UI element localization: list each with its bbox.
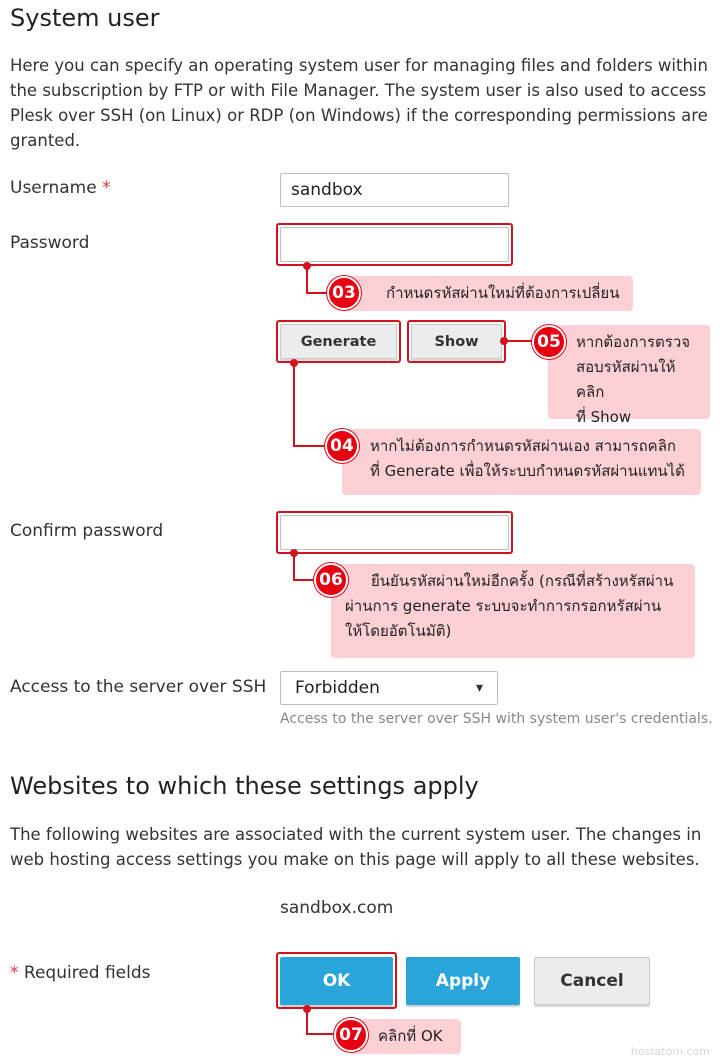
show-button[interactable]: Show: [411, 324, 502, 359]
required-fields-mark: *: [10, 963, 19, 983]
callout-03-text: กำหนดรหัสผ่านใหม่ที่ต้องการเปลี่ยน: [386, 284, 620, 302]
username-value: sandbox: [291, 180, 363, 200]
callout-07-number: 07: [334, 1018, 368, 1052]
required-mark: *: [102, 178, 111, 198]
callout-03: [342, 276, 633, 311]
connector-line-05: [504, 340, 534, 342]
callout-06-number: 06: [314, 563, 348, 597]
confirm-password-label: Confirm password: [10, 521, 164, 541]
watermark: hostatom.com: [630, 1045, 710, 1058]
required-fields-note: [10, 963, 151, 983]
connector-line-04-v: [293, 363, 295, 447]
ok-button[interactable]: OK: [280, 957, 393, 1005]
required-fields-text: Required fields: [23, 963, 151, 983]
cancel-button[interactable]: Cancel: [534, 957, 650, 1005]
callout-05-line3: ที่ Show: [576, 408, 632, 426]
connector-line-03-v: [306, 266, 308, 294]
generate-button[interactable]: Generate: [280, 324, 397, 359]
callout-06: [331, 564, 695, 658]
callout-04-line1: หากไม่ต้องการกำหนดรหัสผ่านเอง สามารถคลิก: [370, 437, 676, 455]
callout-05-number: 05: [532, 325, 566, 359]
callout-06-line2: ผ่านการ generate ระบบจะทำการกรอกหรัสผ่าน: [345, 597, 662, 615]
callout-05-line2: สอบรหัสผ่านให้คลิก: [576, 358, 676, 401]
connector-line-06-v: [293, 553, 295, 581]
callout-05: [548, 325, 710, 426]
chevron-down-icon: ▾: [475, 680, 483, 696]
username-label: [10, 178, 111, 198]
websites-section-title: Websites to which these settings apply: [10, 772, 479, 800]
callout-07-text: คลิกที่ OK: [378, 1027, 443, 1045]
callout-05-line1: หากต้องการตรวจ: [576, 333, 691, 351]
page-title: System user: [10, 4, 160, 32]
username-input[interactable]: [280, 173, 509, 207]
apply-button[interactable]: Apply: [406, 957, 520, 1005]
password-label: Password: [10, 233, 90, 253]
ssh-access-hint: Access to the server over SSH with system user's credentials.: [280, 711, 713, 727]
callout-04-line2: ที่ Generate เพื่อให้ระบบกำหนดรหัสผ่านแทนได้: [370, 462, 685, 480]
website-item: sandbox.com: [280, 898, 394, 918]
confirm-password-input[interactable]: [280, 515, 509, 550]
ssh-access-label: Access to the server over SSH: [10, 677, 267, 697]
ssh-access-select[interactable]: [280, 671, 498, 705]
callout-03-number: 03: [327, 276, 361, 310]
password-input[interactable]: [280, 227, 509, 262]
callout-06-line3: ให้โดยอัตโนมัติ): [345, 622, 452, 640]
ssh-access-value: Forbidden: [295, 678, 380, 698]
system-user-description: Here you can specify an operating system user for managing files and folders within the subscription by FTP or with File Manager. The system user is also used to access Plesk over SSH (on Linux) or RDP (on Windows) if the corresponding permissions are granted.: [10, 56, 708, 150]
callout-04-number: 04: [325, 429, 359, 463]
username-label-text: Username: [10, 178, 97, 198]
callout-04: [342, 429, 701, 495]
callout-06-line1: ยืนยันรหัสผ่านใหม่อีกครั้ง (กรณีที่สร้างหรัสผ่าน: [371, 572, 674, 590]
websites-description: The following websites are associated with the current system user. The changes in web hosting access settings you make on this page will apply to all these websites.: [10, 825, 702, 869]
connector-line-07-v: [306, 1009, 308, 1035]
